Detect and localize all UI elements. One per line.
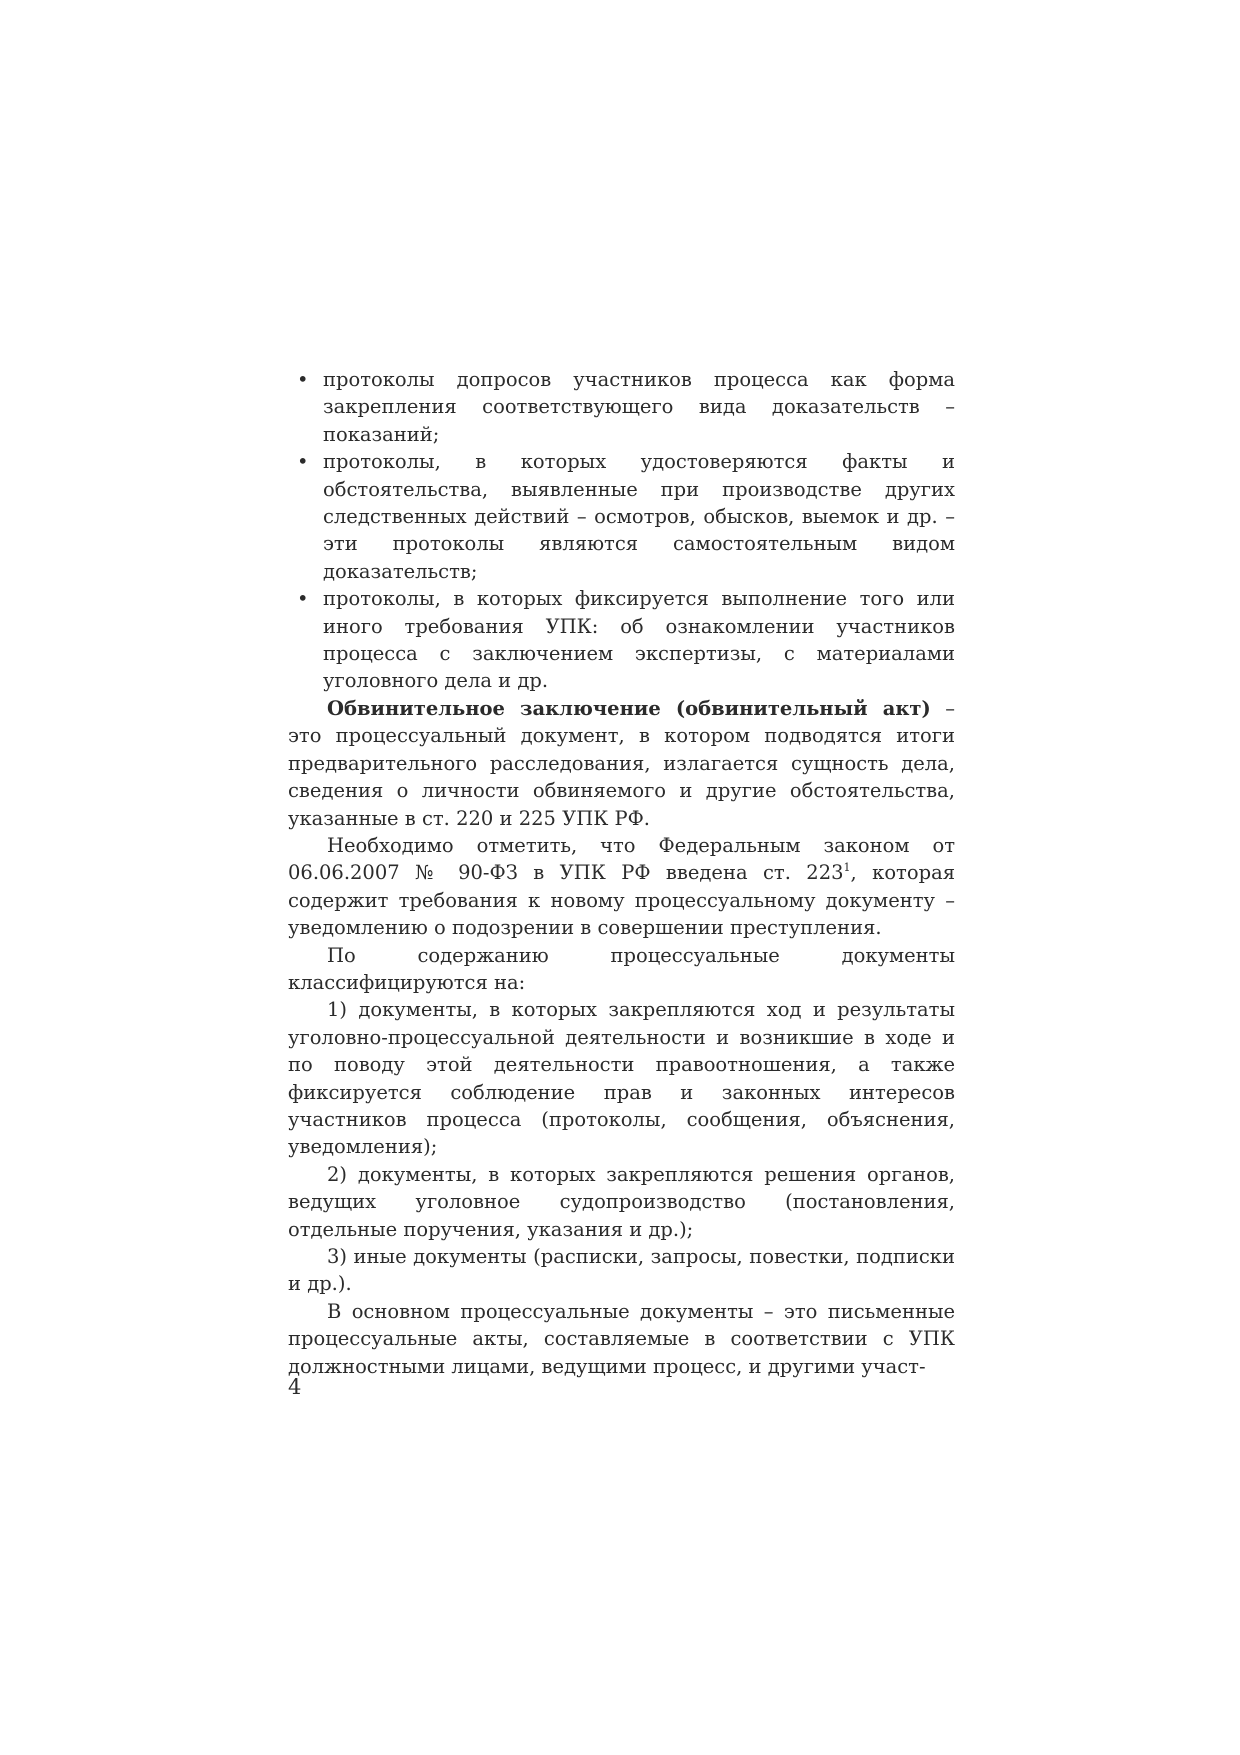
list-item-text: протоколы допросов участников процесса как форма закрепления соответствующего вида доказательств – показаний;: [323, 368, 955, 446]
list-item: [288, 448, 955, 585]
list-item-text: протоколы, в которых фиксируется выполнение того или иного требования УПК: об ознакомлении участников процесса с заключением экспертизы, с материалами уголовного дела и др.: [323, 587, 955, 693]
bullet-marker: •: [297, 368, 309, 391]
article-superscript: 1: [843, 861, 851, 875]
closing-paragraph: В основном процессуальные документы – это письменные процессуальные акты, составляемые в соответствии с УПК должностными лицами, ведущими процесс, и другими участ-: [288, 1299, 955, 1378]
definition-term: Обвинительное заключение (обвинительный акт): [327, 696, 931, 720]
classification-intro: По содержанию процессуальные документы классифицируются на:: [288, 943, 955, 994]
bullet-marker: •: [297, 450, 309, 474]
bullet-list: [288, 366, 955, 695]
list-item: [288, 585, 955, 695]
note-text-after: , которая содержит требования к новому процессуальному документу – уведомлению о подозрении в совершении преступления.: [288, 861, 955, 940]
list-item: [288, 366, 955, 448]
list-item-text: протоколы, в которых удостоверяются факты и обстоятельства, выявленные при производстве других следственных действий – осмотров, обысков, выемок и др. – эти протоколы являются самостоятельным видом доказательств;: [323, 450, 955, 583]
classification-item: 2) документы, в которых закрепляются решения органов, ведущих уголовное судопроизводство (постановления, отдельные поручения, указания и др.);: [288, 1162, 955, 1241]
note-text-before: Необходимо отметить, что Федеральным законом от 06.06.2007 № 90-ФЗ в УПК РФ введена ст. 223: [288, 833, 955, 885]
page-body: [288, 366, 955, 1380]
classification-item: 1) документы, в которых закрепляются ход и результаты уголовно-процессуальной деятельности и возникшие в ходе и по поводу этой деятельности правоотношения, а также фиксируется соблюдение прав и законных интересов участников процесса (протоколы, сообщения, объяснения, уведомления);: [288, 998, 955, 1159]
classification-item: 3) иные документы (расписки, запросы, повестки, подписки и др.).: [288, 1245, 955, 1296]
page-number: 4: [288, 1375, 302, 1399]
definition-text: – это процессуальный документ, в котором подводятся итоги предварительного расследования, излагается сущность дела, сведения о личности обвиняемого и другие обстоятельства, указанные в ст. 220 и 225 УПК РФ.: [288, 696, 956, 830]
note-paragraph: [288, 832, 955, 942]
bullet-marker: •: [297, 587, 309, 611]
definition-paragraph: [288, 695, 955, 832]
